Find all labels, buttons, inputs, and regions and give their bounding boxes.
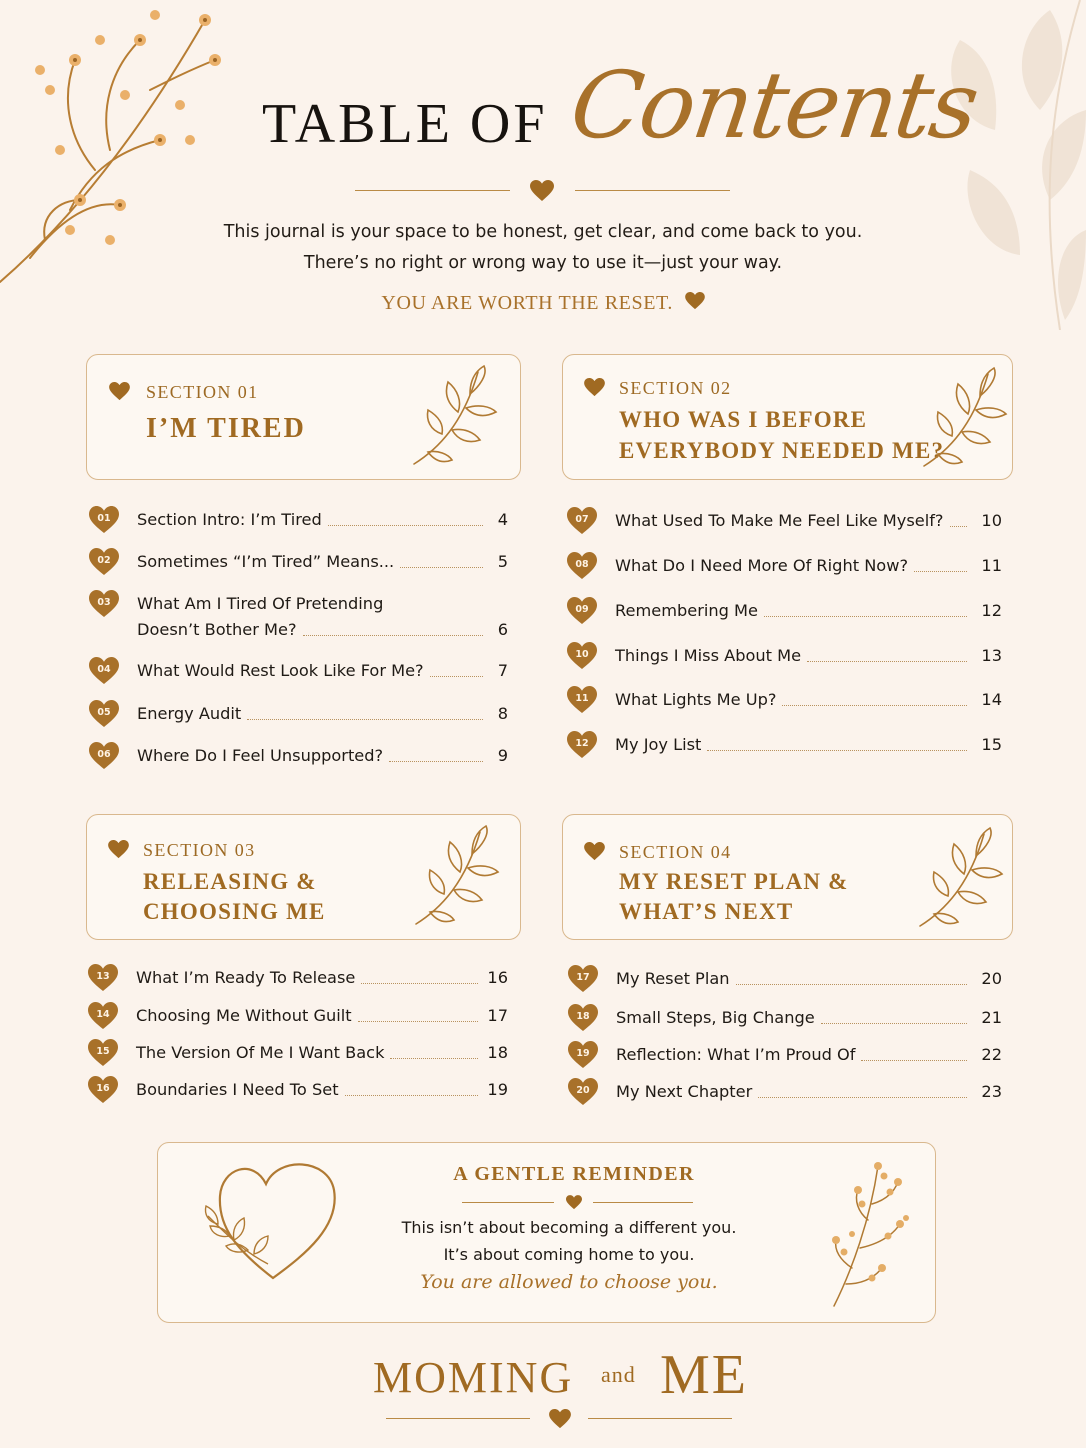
toc-entry-05[interactable]	[89, 702, 508, 728]
entry-number: 08	[575, 559, 589, 570]
toc-entry-17[interactable]	[568, 967, 1002, 993]
toc-entry-07[interactable]	[567, 509, 1002, 535]
entry-title: Things I Miss About Me	[615, 646, 802, 665]
entry-page-number: 17	[487, 1006, 508, 1025]
entry-number-heart-icon	[89, 657, 119, 685]
entry-number-heart-icon	[89, 700, 119, 728]
entry-page-number: 12	[981, 601, 1002, 620]
toc-entry-01[interactable]	[89, 508, 508, 534]
entry-page-number: 22	[981, 1045, 1002, 1064]
brand-name-part-1: MOMING	[373, 1353, 574, 1402]
dot-leader	[807, 661, 967, 662]
dot-leader	[758, 1097, 967, 1098]
entry-number: 11	[575, 693, 589, 704]
entry-number-heart-icon	[567, 731, 597, 759]
entry-number-heart-icon	[88, 1039, 118, 1067]
heart-icon	[566, 1195, 582, 1210]
entry-title: Remembering Me	[615, 601, 758, 620]
toc-entry-04[interactable]	[89, 659, 508, 685]
entry-title: Sometimes “I’m Tired” Means...	[137, 552, 395, 571]
toc-entry-14[interactable]	[88, 1004, 508, 1030]
entry-number: 07	[575, 514, 589, 525]
reminder-line-1: This isn’t about becoming a different you.	[401, 1218, 737, 1237]
reminder-line-2: It’s about coming home to you.	[443, 1245, 695, 1264]
toc-entry-18[interactable]	[568, 1006, 1002, 1032]
reminder-divider-left	[462, 1202, 554, 1203]
dot-leader	[736, 984, 968, 985]
entry-number: 10	[575, 649, 589, 660]
entry-page-number: 10	[981, 511, 1002, 530]
entry-title: Reflection: What I’m Proud Of	[616, 1045, 856, 1064]
entry-page-number: 5	[497, 552, 508, 571]
entry-title: Boundaries I Need To Set	[136, 1080, 339, 1099]
intro-text-line-1: This journal is your space to be honest, get clear, and come back to you.	[223, 222, 863, 242]
dot-leader	[358, 1021, 478, 1022]
entry-number-heart-icon	[568, 1041, 598, 1069]
dot-leader	[782, 705, 967, 706]
entry-number-heart-icon	[567, 507, 597, 535]
entry-number: 12	[575, 738, 589, 749]
entry-page-number: 19	[487, 1080, 508, 1099]
entry-number: 17	[576, 972, 590, 983]
entry-title: Section Intro: I’m Tired	[137, 510, 322, 529]
tagline-text: YOU ARE WORTH THE RESET.	[381, 292, 673, 314]
entry-number-heart-icon	[567, 597, 597, 625]
entry-page-number: 4	[497, 510, 508, 529]
toc-entry-15[interactable]	[88, 1041, 508, 1067]
entry-page-number: 18	[487, 1043, 508, 1062]
entry-page-number: 13	[981, 646, 1002, 665]
reminder-title: A GENTLE REMINDER	[453, 1163, 695, 1185]
entry-title: Small Steps, Big Change	[616, 1008, 815, 1027]
leaf-sprig-icon	[918, 366, 1008, 470]
section-02-title-line-1: WHO WAS I BEFORE	[619, 407, 868, 432]
entry-number: 16	[96, 1083, 110, 1094]
dot-leader	[400, 567, 483, 568]
entry-page-number: 11	[981, 556, 1002, 575]
entry-number: 19	[576, 1048, 590, 1059]
entry-title: What Used To Make Me Feel Like Myself?	[615, 511, 944, 530]
floral-branch-icon	[0, 0, 240, 290]
entry-number: 01	[97, 513, 111, 524]
entry-title: The Version Of Me I Want Back	[136, 1043, 385, 1062]
dot-leader	[950, 526, 967, 527]
page-title-script: Contents	[564, 52, 984, 159]
dot-leader	[764, 616, 967, 617]
entry-number: 18	[576, 1011, 590, 1022]
tagline	[0, 292, 1086, 315]
entry-number: 14	[96, 1009, 110, 1020]
toc-entry-12[interactable]	[567, 733, 1002, 759]
entry-number-heart-icon	[88, 964, 118, 992]
entry-number-heart-icon	[88, 1002, 118, 1030]
heart-icon	[685, 292, 705, 310]
heart-icon	[530, 180, 554, 202]
entry-number: 13	[96, 971, 110, 982]
page-title: TABLE OF	[262, 93, 548, 155]
entry-number-heart-icon	[89, 590, 119, 618]
dot-leader	[303, 635, 483, 636]
toc-entry-03[interactable]	[89, 592, 508, 639]
dot-leader	[361, 983, 478, 984]
entry-title: What I’m Ready To Release	[136, 968, 356, 987]
entry-title: My Next Chapter	[616, 1082, 753, 1101]
entry-number-heart-icon	[89, 506, 119, 534]
dot-leader	[390, 1058, 478, 1059]
section-02-label: SECTION 02	[619, 378, 732, 398]
brand-name-part-3: ME	[660, 1344, 748, 1406]
toc-entry-09[interactable]	[567, 599, 1002, 625]
toc-entry-11[interactable]	[567, 688, 1002, 714]
heart-icon	[109, 382, 130, 401]
toc-entry-02[interactable]	[89, 550, 508, 576]
toc-entry-08[interactable]	[567, 554, 1002, 580]
heart-icon	[108, 840, 129, 859]
entry-number-heart-icon	[567, 686, 597, 714]
entry-number: 02	[97, 555, 111, 566]
entry-number-heart-icon	[567, 642, 597, 670]
section-04-title-line-2: WHAT’S NEXT	[619, 899, 794, 924]
section-04-title-line-1: MY RESET PLAN &	[619, 869, 849, 894]
entry-page-number: 20	[981, 969, 1002, 988]
entry-number: 06	[97, 749, 111, 760]
section-03-label: SECTION 03	[143, 840, 256, 860]
section-02-title-line-2: EVERYBODY NEEDED ME?	[619, 438, 945, 463]
reminder-divider-right	[593, 1202, 693, 1203]
entry-number: 09	[575, 604, 589, 615]
section-01-title: I’M TIRED	[146, 413, 306, 444]
entry-number: 04	[97, 664, 111, 675]
reminder-line-3: You are allowed to choose you.	[420, 1271, 718, 1293]
toc-entry-06[interactable]	[89, 744, 508, 770]
entry-page-number: 6	[497, 620, 508, 639]
section-03-title-line-2: CHOOSING ME	[143, 899, 326, 924]
entry-number-heart-icon	[568, 1004, 598, 1032]
heart-icon	[584, 842, 605, 861]
brand-name-part-2: and	[601, 1362, 636, 1387]
entry-page-number: 23	[981, 1082, 1002, 1101]
intro-text-line-2: There’s no right or wrong way to use it—just your way.	[303, 253, 783, 273]
background-leaves-decoration	[900, 0, 1086, 330]
entry-page-number: 16	[487, 968, 508, 987]
leaf-sprig-icon	[410, 824, 500, 928]
entry-page-number: 21	[981, 1008, 1002, 1027]
entry-number: 15	[96, 1046, 110, 1057]
entry-number: 20	[576, 1085, 590, 1096]
heart-icon	[549, 1409, 571, 1429]
entry-title: My Joy List	[615, 735, 702, 754]
entry-number-heart-icon	[568, 965, 598, 993]
entry-number-heart-icon	[89, 548, 119, 576]
leaf-sprig-icon	[914, 826, 1004, 930]
entry-number-heart-icon	[88, 1076, 118, 1104]
entry-title: My Reset Plan	[616, 969, 730, 988]
leaf-sprig-icon	[408, 364, 498, 468]
entry-number-heart-icon	[568, 1078, 598, 1106]
entry-title: Energy Audit	[137, 704, 242, 723]
footer-divider-right	[588, 1418, 732, 1419]
entry-number-heart-icon	[567, 552, 597, 580]
entry-number-heart-icon	[89, 742, 119, 770]
entry-title: What Would Rest Look Like For Me?	[137, 661, 424, 680]
title-divider-right	[575, 190, 730, 191]
entry-number: 05	[97, 707, 111, 718]
toc-entry-13[interactable]	[88, 966, 508, 992]
entry-page-number: 15	[981, 735, 1002, 754]
toc-entry-10[interactable]	[567, 644, 1002, 670]
entry-page-number: 14	[981, 690, 1002, 709]
section-04-label: SECTION 04	[619, 842, 732, 862]
dot-leader	[430, 676, 483, 677]
entry-title: What Lights Me Up?	[615, 690, 777, 709]
toc-entry-19[interactable]	[568, 1043, 1002, 1069]
entry-page-number: 9	[497, 746, 508, 765]
entry-title: Where Do I Feel Unsupported?	[137, 746, 384, 765]
entry-title: What Do I Need More Of Right Now?	[615, 556, 909, 575]
entry-title: Choosing Me Without Guilt	[136, 1006, 352, 1025]
dot-leader	[389, 761, 483, 762]
toc-entry-20[interactable]	[568, 1080, 1002, 1106]
dot-leader	[707, 750, 967, 751]
entry-page-number: 7	[497, 661, 508, 680]
toc-entry-16[interactable]	[88, 1078, 508, 1104]
entry-title-line-2: Doesn’t Bother Me?	[137, 620, 297, 639]
footer-divider-left	[386, 1418, 530, 1419]
entry-title: What Am I Tired Of Pretending	[137, 594, 384, 613]
dot-leader	[821, 1023, 967, 1024]
dot-leader	[247, 719, 483, 720]
dot-leader	[328, 525, 483, 526]
entry-number: 03	[97, 597, 111, 608]
section-01-label: SECTION 01	[146, 382, 259, 402]
title-divider-left	[355, 190, 510, 191]
dot-leader	[345, 1095, 478, 1096]
dot-leader	[861, 1060, 967, 1061]
section-03-title-line-1: RELEASING &	[143, 869, 317, 894]
entry-page-number: 8	[497, 704, 508, 723]
dot-leader	[914, 571, 967, 572]
heart-icon	[584, 378, 605, 397]
